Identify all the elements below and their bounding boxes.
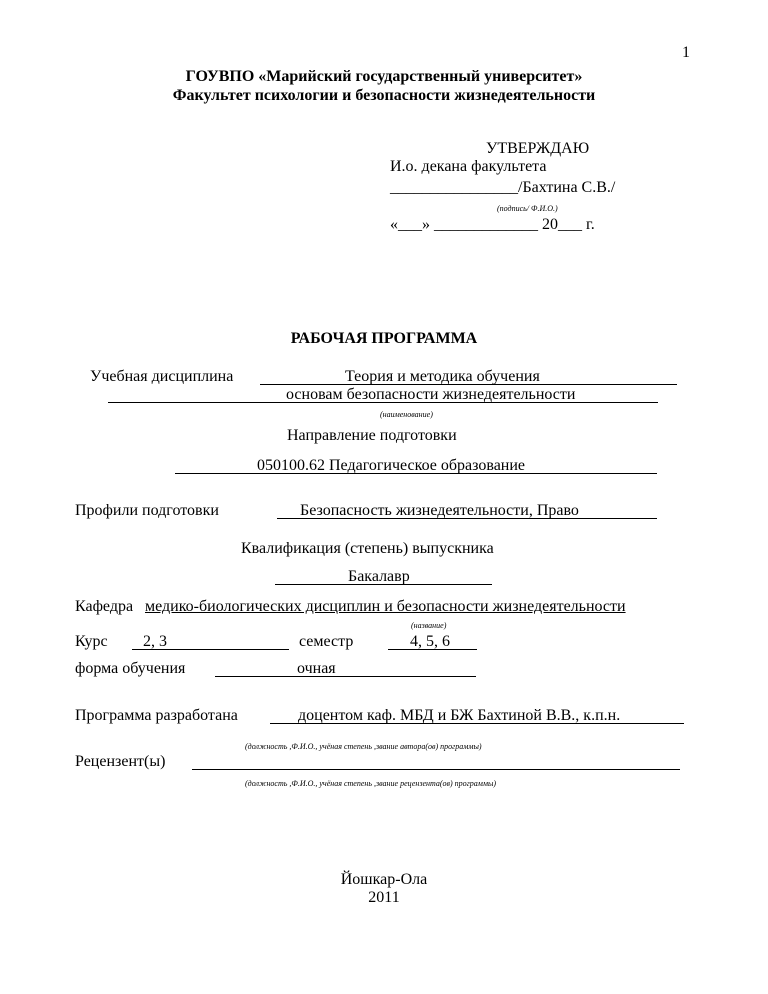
footer-year: 2011 <box>368 889 400 906</box>
discipline-hint: (наименование) <box>380 410 433 419</box>
footer-city: Йошкар-Ола <box>340 871 428 888</box>
approval-signature-line: ________________/Бахтина С.В./ <box>390 179 616 196</box>
course-value: 2, 3 <box>143 633 167 650</box>
university-name: ГОУВПО «Марийский государственный университет» <box>185 68 583 85</box>
study-form-label: форма обучения <box>75 660 186 677</box>
department-value: медико-биологических дисциплин и безопасности жизнедеятельности <box>145 598 626 615</box>
developer-value: доцентом каф. МБД и БЖ Бахтиной В.В., к.п.н. <box>298 707 621 724</box>
faculty-name: Факультет психологии и безопасности жизнедеятельности <box>172 87 596 104</box>
study-form-value: очная <box>297 660 336 677</box>
program-title: РАБОЧАЯ ПРОГРАММА <box>290 330 478 347</box>
qualification-label: Квалификация (степень) выпускника <box>241 540 494 557</box>
direction-value: 050100.62 Педагогическое образование <box>257 457 526 474</box>
department-label: Кафедра <box>75 598 134 615</box>
developer-hint: (должность ,Ф.И.О., учёная степень ,звание автора(ов) программы) <box>245 742 482 751</box>
study-form-underline <box>215 676 476 677</box>
department-hint: (название) <box>411 621 447 630</box>
reviewer-label: Рецензент(ы) <box>75 753 166 770</box>
discipline-value-2: основам безопасности жизнедеятельности <box>286 386 576 403</box>
page-number: 1 <box>682 44 690 61</box>
profiles-value: Безопасность жизнедеятельности, Право <box>300 502 579 519</box>
semester-label: семестр <box>299 633 354 650</box>
reviewer-underline <box>192 769 680 770</box>
qualification-value: Бакалавр <box>348 568 410 585</box>
discipline-label: Учебная дисциплина <box>90 368 234 385</box>
discipline-value-1: Теория и методика обучения <box>345 368 540 385</box>
approval-date-line: «___» _____________ 20___ г. <box>390 216 595 233</box>
semester-value: 4, 5, 6 <box>410 633 450 650</box>
course-label: Курс <box>75 633 108 650</box>
developer-label: Программа разработана <box>75 707 238 724</box>
signature-hint: (подпись/ Ф.И.О.) <box>497 204 558 213</box>
approval-position: И.о. декана факультета <box>390 158 547 175</box>
direction-label: Направление подготовки <box>287 427 457 444</box>
profiles-label: Профили подготовки <box>75 502 219 519</box>
reviewer-hint: (должность ,Ф.И.О., учёная степень ,звание рецензента(ов) программы) <box>245 779 497 788</box>
approval-title: УТВЕРЖДАЮ <box>486 140 590 157</box>
